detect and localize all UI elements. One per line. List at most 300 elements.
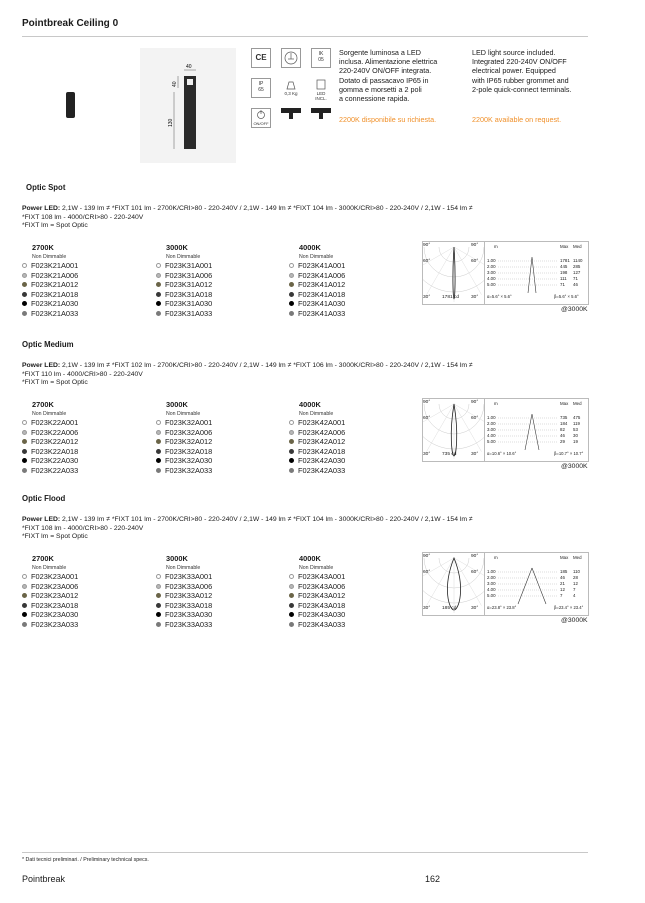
cone-header-med: Med <box>573 401 582 406</box>
product-code-row <box>22 447 78 456</box>
product-code: F023K33A018 <box>165 600 213 610</box>
dimming-label: Non Dimmable <box>32 254 67 260</box>
finish-swatch <box>289 468 294 473</box>
finish-swatch <box>22 430 27 435</box>
cone-header-max: Max <box>560 401 569 406</box>
finish-swatch <box>156 468 161 473</box>
power-line: *FIXT 108 lm - 4000/CRI>80 - 220-240V <box>22 213 144 221</box>
dimming-label: Non Dimmable <box>166 254 201 260</box>
product-code-row <box>22 271 78 280</box>
finish-swatch <box>289 292 294 297</box>
color-temperature-heading: 3000K <box>166 554 188 563</box>
cone-header-m: m <box>494 401 498 406</box>
dimming-label: Non Dimmable <box>32 411 67 417</box>
product-code: F023K31A030 <box>165 299 213 309</box>
polar-label: 735 cd <box>442 452 457 457</box>
measurement-note: @3000K <box>561 306 588 313</box>
cone-distance: 1.00 <box>487 415 496 420</box>
product-code: F023K33A033 <box>165 620 213 629</box>
weight-value: 0,3 Kg <box>284 91 298 96</box>
finish-swatch <box>289 612 294 617</box>
product-code: F023K31A033 <box>165 309 213 318</box>
product-code-row <box>156 299 212 308</box>
product-code-row <box>22 290 78 299</box>
product-code-row <box>289 299 345 308</box>
polar-label: 90° <box>423 554 431 559</box>
power-spec <box>22 205 582 231</box>
cone-med-value: 127 <box>573 270 581 275</box>
power-text: 2,1W - 139 lm ≠ *FIXT 101 lm - 2700K/CRI>80 - 220-240V / 2,1W - 149 lm ≠ *FIXT 104 lm - 3000K/CRI>80 - 220-240V / 2,1W - 154 lm ≠ <box>62 205 473 212</box>
product-code: F023K32A012 <box>165 437 213 447</box>
product-code: F023K23A030 <box>31 610 79 620</box>
cone-max-value: 71 <box>560 282 565 287</box>
product-code-row <box>156 309 212 318</box>
cone-header-max: Max <box>560 244 569 249</box>
color-temperature-heading: 2700K <box>32 400 54 409</box>
product-code: F023K21A030 <box>31 299 79 309</box>
ik-value: 05 <box>318 57 324 63</box>
cone-med-value: 4 <box>573 593 576 598</box>
product-code: F023K22A030 <box>31 456 79 466</box>
product-code: F023K33A001 <box>165 572 213 581</box>
section-title: Optic Medium <box>22 340 74 349</box>
power-line: *FIXT 110 lm - 4000/CRI>80 - 220-240V <box>22 370 143 378</box>
product-code-row <box>156 620 212 629</box>
product-code: F023K22A018 <box>31 446 79 456</box>
beam-angle-alpha: α=10.6° × 10.6° <box>487 451 517 456</box>
cone-med-value: 53 <box>573 427 578 432</box>
polar-label: 60° <box>471 259 479 264</box>
product-code: F023K41A033 <box>298 309 346 318</box>
power-line: *FIXT lm = Spot Optic <box>22 222 88 230</box>
finish-swatch <box>156 439 161 444</box>
polar-label: 30° <box>423 452 431 457</box>
cone-distance: 4.00 <box>487 276 496 281</box>
product-code: F023K42A012 <box>298 437 346 447</box>
cone-med-value: 285 <box>573 264 581 269</box>
ik-rating-icon <box>311 48 331 68</box>
cone-distance: 2.00 <box>487 264 496 269</box>
finish-swatch <box>289 263 294 268</box>
finish-swatch <box>156 282 161 287</box>
product-code: F023K42A018 <box>298 446 346 456</box>
product-code-row <box>289 620 345 629</box>
finish-swatch <box>156 292 161 297</box>
power-line <box>22 362 582 371</box>
finish-swatch <box>22 292 27 297</box>
cone-max-value: 29 <box>560 439 565 444</box>
ceiling-mount-icon <box>281 108 301 128</box>
polar-label: 30° <box>423 295 431 300</box>
product-code-row <box>22 456 78 465</box>
power-line: *FIXT 108 lm - 4000/CRI>80 - 220-240V <box>22 524 144 532</box>
product-code: F023K32A018 <box>165 446 213 456</box>
product-code-row <box>156 591 212 600</box>
finish-swatch <box>156 449 161 454</box>
cone-max-value: 1781 <box>560 258 570 263</box>
product-code: F023K42A006 <box>298 427 346 437</box>
polar-label: 90° <box>471 400 479 405</box>
product-code: F023K22A033 <box>31 466 79 475</box>
product-code: F023K41A030 <box>298 299 346 309</box>
product-code: F023K31A001 <box>165 261 213 270</box>
cone-max-value: 445 <box>560 264 568 269</box>
finish-swatch <box>289 584 294 589</box>
finish-swatch <box>289 301 294 306</box>
product-code: F023K33A012 <box>165 591 213 601</box>
product-code: F023K22A006 <box>31 427 79 437</box>
finish-swatch <box>289 273 294 278</box>
cone-max-value: 21 <box>560 581 565 586</box>
product-code: F023K22A001 <box>31 418 79 427</box>
ip-label: IP <box>258 81 264 87</box>
finish-swatch <box>156 574 161 579</box>
power-text: 2,1W - 139 lm ≠ *FIXT 101 lm - 2700K/CRI>80 - 220-240V / 2,1W - 149 lm ≠ *FIXT 104 lm - 3000K/CRI>80 - 220-240V / 2,1W - 154 lm ≠ <box>62 516 473 523</box>
section-title: Optic Spot <box>26 183 66 192</box>
cone-max-value: 46 <box>560 575 565 580</box>
product-code-row <box>156 466 212 475</box>
cone-distance: 5.00 <box>487 593 496 598</box>
cone-distance: 2.00 <box>487 575 496 580</box>
product-code: F023K41A018 <box>298 289 346 299</box>
product-code-row <box>156 280 212 289</box>
product-code: F023K41A006 <box>298 270 346 280</box>
dimming-label: Non Dimmable <box>32 565 67 571</box>
product-code-row <box>156 271 212 280</box>
color-temperature-heading: 3000K <box>166 400 188 409</box>
finish-swatch <box>22 584 27 589</box>
power-text: 2,1W - 139 lm ≠ *FIXT 102 lm - 2700K/CRI>80 - 220-240V / 2,1W - 149 lm ≠ *FIXT 106 lm - 3000K/CRI>80 - 220-240V / 2,1W - 154 lm ≠ <box>62 362 473 369</box>
finish-swatch <box>289 420 294 425</box>
beam-angle-beta: β=10.7° × 10.7° <box>554 451 584 456</box>
finish-swatch <box>289 603 294 608</box>
cone-max-value: 12 <box>560 587 565 592</box>
led-included-icon <box>311 78 331 101</box>
finish-swatch <box>289 622 294 627</box>
finish-swatch <box>22 612 27 617</box>
product-code: F023K32A001 <box>165 418 213 427</box>
product-code: F023K33A030 <box>165 610 213 620</box>
product-code-row <box>289 280 345 289</box>
power-label: Power LED: <box>22 205 61 212</box>
product-code-row <box>289 428 345 437</box>
product-code: F023K23A006 <box>31 581 79 591</box>
on-off-label: ON/OFF <box>253 121 269 126</box>
product-code: F023K42A001 <box>298 418 346 427</box>
product-code-row <box>289 466 345 475</box>
product-code: F023K21A001 <box>31 261 79 270</box>
product-code: F023K32A006 <box>165 427 213 437</box>
finish-swatch <box>22 273 27 278</box>
finish-swatch <box>22 622 27 627</box>
color-temperature-heading: 4000K <box>299 554 321 563</box>
finish-swatch <box>156 612 161 617</box>
polar-label: 90° <box>471 243 479 248</box>
finish-swatch <box>289 458 294 463</box>
finish-swatch <box>22 439 27 444</box>
product-code-row <box>22 466 78 475</box>
product-code: F023K32A033 <box>165 466 213 475</box>
finish-swatch <box>289 430 294 435</box>
technical-drawing <box>160 62 220 157</box>
product-code: F023K43A006 <box>298 581 346 591</box>
product-code-row <box>156 572 212 581</box>
product-code-row <box>289 601 345 610</box>
product-code: F023K43A018 <box>298 600 346 610</box>
cone-distance: 5.00 <box>487 282 496 287</box>
finish-swatch <box>22 420 27 425</box>
product-code-row <box>289 271 345 280</box>
cone-med-value: 12 <box>573 581 578 586</box>
product-code-row <box>22 610 78 619</box>
dimension-height: 40 <box>172 81 178 87</box>
measurement-note: @3000K <box>561 463 588 470</box>
cone-max-value: 198 <box>560 270 568 275</box>
cone-med-value: 110 <box>573 569 580 574</box>
finish-swatch <box>289 282 294 287</box>
finish-swatch <box>22 593 27 598</box>
cone-header-m: m <box>494 244 498 249</box>
finish-swatch <box>289 574 294 579</box>
product-code: F023K43A001 <box>298 572 346 581</box>
weight-icon <box>281 78 301 98</box>
cone-med-value: 28 <box>573 575 578 580</box>
product-code-row <box>156 601 212 610</box>
footer-brand: Pointbreak <box>22 874 66 884</box>
product-code-row <box>156 456 212 465</box>
ce-mark-icon: CE <box>251 48 271 68</box>
beam-angle-alpha: α=23.8° × 23.8° <box>487 605 517 610</box>
earth-class-icon <box>281 48 301 68</box>
beam-angle-beta: β=5.6° × 5.6° <box>554 294 579 299</box>
cone-max-value: 82 <box>560 427 565 432</box>
ip-rating-icon <box>251 78 271 98</box>
cone-med-value: 119 <box>573 421 580 426</box>
polar-label: 30° <box>471 606 479 611</box>
finish-swatch <box>289 311 294 316</box>
product-code: F023K31A018 <box>165 289 213 299</box>
product-code-row <box>22 280 78 289</box>
product-code-row <box>22 261 78 270</box>
cone-distance: 5.00 <box>487 439 496 444</box>
cone-med-value: 30 <box>573 433 578 438</box>
power-spec <box>22 516 582 542</box>
product-code-row <box>156 582 212 591</box>
product-code-row <box>156 418 212 427</box>
finish-swatch <box>289 439 294 444</box>
cone-distance: 4.00 <box>487 433 496 438</box>
polar-label: 60° <box>423 570 431 575</box>
product-code: F023K43A033 <box>298 620 346 629</box>
finish-swatch <box>22 311 27 316</box>
cone-distance: 1.00 <box>487 569 496 574</box>
power-spec <box>22 362 582 388</box>
on-off-icon <box>251 108 271 128</box>
polar-label: 30° <box>423 606 431 611</box>
divider <box>22 36 588 37</box>
ip-value: 65 <box>258 87 264 93</box>
finish-swatch <box>22 574 27 579</box>
product-code-row <box>22 309 78 318</box>
finish-swatch <box>156 263 161 268</box>
finish-swatch <box>156 622 161 627</box>
product-code: F023K33A006 <box>165 581 213 591</box>
cone-distance: 2.00 <box>487 421 496 426</box>
product-code: F023K23A018 <box>31 600 79 610</box>
polar-label: 60° <box>471 416 479 421</box>
product-code-row <box>156 290 212 299</box>
product-image <box>66 92 75 118</box>
product-code: F023K23A033 <box>31 620 79 629</box>
finish-swatch <box>156 420 161 425</box>
product-code: F023K41A001 <box>298 261 346 270</box>
product-code-row <box>22 582 78 591</box>
color-temperature-heading: 4000K <box>299 243 321 252</box>
product-code-row <box>289 418 345 427</box>
product-code-row <box>289 582 345 591</box>
product-code: F023K32A030 <box>165 456 213 466</box>
product-code: F023K21A012 <box>31 280 79 290</box>
cone-distance: 1.00 <box>487 258 496 263</box>
product-code-row <box>156 428 212 437</box>
product-code-row <box>289 610 345 619</box>
finish-swatch <box>22 263 27 268</box>
product-code-row <box>289 456 345 465</box>
finish-swatch <box>156 584 161 589</box>
power-line <box>22 516 582 525</box>
product-code-row <box>156 447 212 456</box>
polar-label: 60° <box>423 259 431 264</box>
product-code: F023K21A033 <box>31 309 79 318</box>
footnote: * Dati tecnici preliminari. / Preliminary technical specs. <box>22 857 149 863</box>
dimming-label: Non Dimmable <box>299 411 334 417</box>
cone-max-value: 111 <box>560 276 567 281</box>
power-line <box>22 205 582 214</box>
color-temperature-heading: 3000K <box>166 243 188 252</box>
power-label: Power LED: <box>22 362 61 369</box>
polar-label: 30° <box>471 452 479 457</box>
finish-swatch <box>22 301 27 306</box>
product-code: F023K43A030 <box>298 610 346 620</box>
finish-swatch <box>156 593 161 598</box>
cone-distance: 3.00 <box>487 270 496 275</box>
product-code-row <box>22 591 78 600</box>
cone-med-value: 475 <box>573 415 581 420</box>
dimming-label: Non Dimmable <box>299 254 334 260</box>
cone-distance: 4.00 <box>487 587 496 592</box>
cone-med-value: 7 <box>573 587 576 592</box>
finish-swatch <box>156 430 161 435</box>
cone-distance: 3.00 <box>487 427 496 432</box>
product-code: F023K23A001 <box>31 572 79 581</box>
cone-max-value: 185 <box>560 569 568 574</box>
finish-swatch <box>289 449 294 454</box>
finish-swatch <box>22 282 27 287</box>
led-incl-label: LED INCL. <box>315 91 327 101</box>
product-code-row <box>156 610 212 619</box>
finish-swatch <box>156 603 161 608</box>
cone-med-value: 71 <box>573 276 578 281</box>
beam-angle-beta: β=23.4° × 23.4° <box>554 605 584 610</box>
product-code: F023K22A012 <box>31 437 79 447</box>
power-line: *FIXT lm = Spot Optic <box>22 533 88 541</box>
note-english: 2200K available on request. <box>472 115 562 125</box>
product-code-row <box>22 299 78 308</box>
cone-med-value: 1140 <box>573 258 583 263</box>
beam-icon <box>311 108 331 128</box>
product-code-row <box>156 261 212 270</box>
ik-label: IK <box>318 51 324 57</box>
page-title: Pointbreak Ceiling 0 <box>22 18 119 29</box>
beam-angle-alpha: α=5.6° × 5.6° <box>487 294 512 299</box>
product-code-row <box>289 309 345 318</box>
product-code-row <box>289 447 345 456</box>
finish-swatch <box>22 449 27 454</box>
cone-header-med: Med <box>573 244 582 249</box>
cone-max-value: 184 <box>560 421 568 426</box>
color-temperature-heading: 2700K <box>32 243 54 252</box>
finish-swatch <box>289 593 294 598</box>
polar-label: 90° <box>423 400 431 405</box>
finish-swatch <box>22 458 27 463</box>
cone-header-med: Med <box>573 555 582 560</box>
cone-max-value: 7 <box>560 593 563 598</box>
section-title: Optic Flood <box>22 494 66 503</box>
color-temperature-heading: 2700K <box>32 554 54 563</box>
finish-swatch <box>156 301 161 306</box>
product-code: F023K23A012 <box>31 591 79 601</box>
dimension-length: 130 <box>168 118 174 127</box>
polar-label: 60° <box>471 570 479 575</box>
polar-label: 185 cd <box>442 606 457 611</box>
dimming-label: Non Dimmable <box>166 565 201 571</box>
cone-header-m: m <box>494 555 498 560</box>
power-label: Power LED: <box>22 516 61 523</box>
cone-max-value: 46 <box>560 433 565 438</box>
finish-swatch <box>156 311 161 316</box>
product-code: F023K42A030 <box>298 456 346 466</box>
product-code-row <box>22 572 78 581</box>
dimension-width: 40 <box>186 64 192 70</box>
product-code-row <box>22 437 78 446</box>
product-code: F023K31A012 <box>165 280 213 290</box>
product-code-row <box>289 261 345 270</box>
dimming-label: Non Dimmable <box>299 565 334 571</box>
polar-label: 90° <box>471 554 479 559</box>
cone-med-value: 46 <box>573 282 578 287</box>
product-code: F023K41A012 <box>298 280 346 290</box>
product-code-row <box>22 601 78 610</box>
product-code-row <box>156 437 212 446</box>
product-code-row <box>289 437 345 446</box>
description-italian: Sorgente luminosa a LED inclusa. Alimentazione elettrica 220-240V ON/OFF integrata. Dotato di passacavo IP65 in gomma e morsetti a 2 poli a connessione rapida. 2200K disponibile su richiesta. <box>339 48 467 124</box>
finish-swatch <box>156 273 161 278</box>
product-code: F023K42A033 <box>298 466 346 475</box>
product-code-row <box>289 290 345 299</box>
power-line: *FIXT lm = Spot Optic <box>22 379 88 387</box>
product-code: F023K21A006 <box>31 270 79 280</box>
page-number: 162 <box>425 874 441 884</box>
cone-med-value: 19 <box>573 439 578 444</box>
cone-header-max: Max <box>560 555 569 560</box>
cone-max-value: 735 <box>560 415 568 420</box>
product-code: F023K21A018 <box>31 289 79 299</box>
dimming-label: Non Dimmable <box>166 411 201 417</box>
product-code-row <box>289 572 345 581</box>
product-code-row <box>22 418 78 427</box>
measurement-note: @3000K <box>561 617 588 624</box>
polar-label: 60° <box>423 416 431 421</box>
